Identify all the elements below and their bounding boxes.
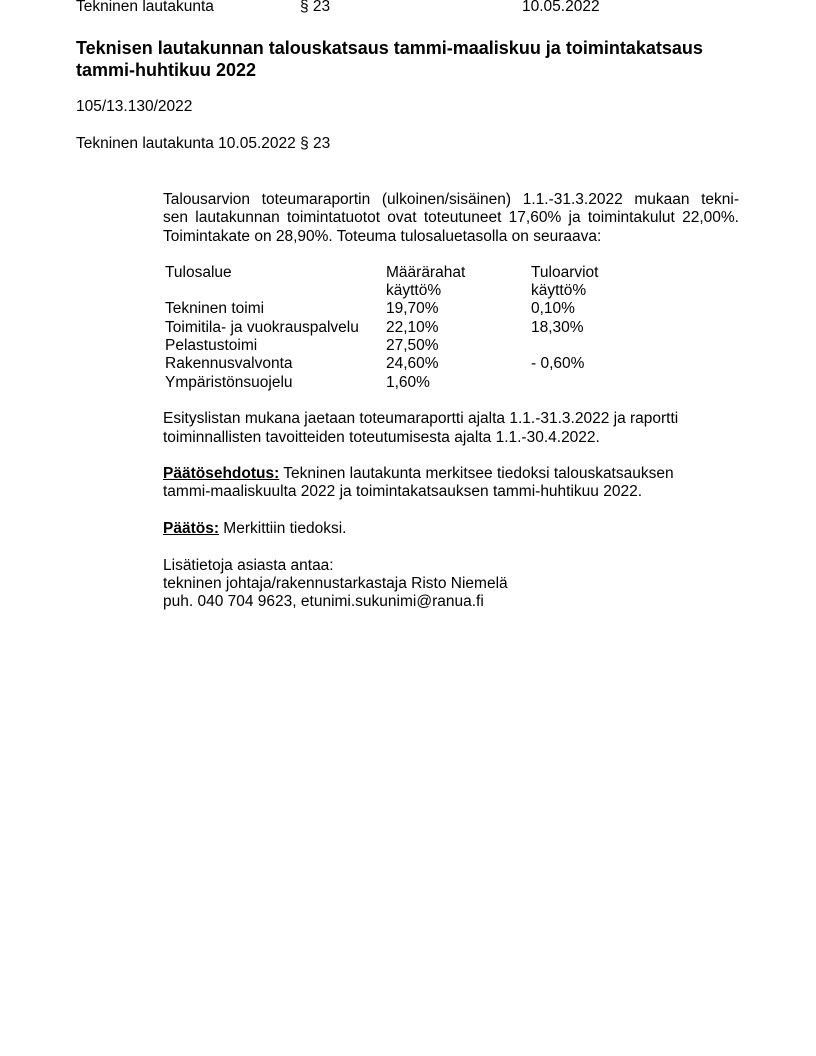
table-header: Tuloarviot käyttö% [531,263,599,300]
table-header: Määrärahat käyttö% [386,263,466,300]
decision-paragraph [163,520,739,538]
proposal-text: Tekninen lautakunta merkitsee tiedoksi talouskatsauksen [279,465,674,483]
document-title: Teknisen lautakunnan talouskatsaus tammi-maaliskuu ja toimintakatsaus tammi-huhtikuu 2022 [76,38,703,80]
proposal-paragraph [163,465,739,502]
table-cell: 18,30% [531,318,584,336]
table-cell: Toimitila- ja vuokrauspalvelu [165,318,359,336]
table-cell: 27,50% [386,337,439,355]
proposal-label: Päätösehdotus: [163,465,280,483]
table-cell: Pelastustoimi [165,337,258,355]
table-header: Tulosalue [165,263,232,281]
table-row [165,374,651,392]
meeting-line: Tekninen lautakunta 10.05.2022 § 23 [76,135,331,152]
table-cell: Ympäristönsuojelu [165,373,293,391]
header-section: § 23 [300,0,331,15]
results-table [165,264,651,392]
table-cell: 1,60% [386,373,430,391]
table-cell: 0,10% [531,300,575,318]
table-cell [531,337,651,355]
table-cell [531,374,651,392]
reference-number: 105/13.130/2022 [76,98,193,115]
intro-line: Toimintakate on 28,90%. Toteuma tulosaluetasolla on seuraava: [163,227,602,245]
table-cell: 24,60% [386,355,439,373]
header-date: 10.05.2022 [522,0,600,15]
table-cell: - 0,60% [531,355,585,373]
decision-text: Merkittiin tiedoksi. [219,520,347,538]
table-cell: Rakennusvalvonta [165,355,293,373]
table-header-row [165,264,651,301]
table-cell: 22,10% [386,318,439,336]
intro-paragraph [163,191,739,246]
page-header [76,0,776,18]
table-row [165,337,651,355]
document-body [163,191,739,612]
attachments-paragraph [163,410,739,447]
contact-line: puh. 040 704 9623, etunimi.sukunimi@ranua.fi [163,593,484,611]
intro-line: sen lautakunnan toimintatuotot ovat toteutuneet 17,60% ja toimintakulut 22,00%. [163,209,739,227]
intro-line: Talousarvion toteumaraportin (ulkoinen/sisäinen) 1.1.-31.3.2022 mukaan tekni- [163,191,739,208]
proposal-text: tammi-maaliskuulta 2022 ja toimintakatsauksen tammi-huhtikuu 2022. [163,483,643,501]
contact-line: tekninen johtaja/rakennustarkastaja Risto Niemelä [163,574,508,592]
contact-paragraph [163,557,739,612]
table-row [165,319,651,337]
table-row [165,300,651,318]
attachments-line: Esityslistan mukana jaetaan toteumaraportti ajalta 1.1.-31.3.2022 ja raportti [163,410,679,428]
table-cell: Tekninen toimi [165,300,265,318]
header-committee: Tekninen lautakunta [76,0,214,15]
contact-line: Lisätietoja asiasta antaa: [163,556,334,574]
decision-label: Päätös: [163,520,219,538]
table-cell: 19,70% [386,300,439,318]
table-row [165,355,651,373]
attachments-line: toiminnallisten tavoitteiden toteutumisesta ajalta 1.1.-30.4.2022. [163,428,600,446]
